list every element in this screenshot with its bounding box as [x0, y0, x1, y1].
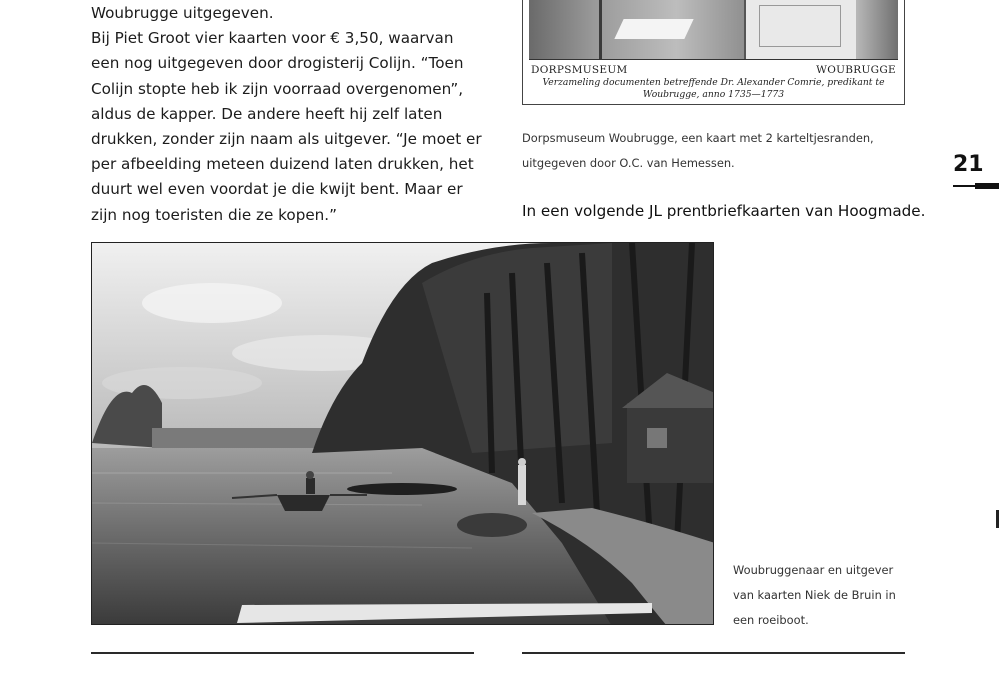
postcard-description-1: Verzameling documenten betreffende Dr. Alexander Comrie, predikant te — [542, 77, 885, 88]
postcard-description-2: Woubrugge, anno 1735—1773 — [642, 89, 785, 100]
photo-caption-line: van kaarten Niek de Bruin in — [733, 588, 896, 602]
next-issue-note: In een volgende JL prentbriefkaarten van Hoogmade. — [522, 202, 926, 220]
footer-rule-left — [91, 652, 474, 654]
article-line: een nog uitgegeven door drogisterij Colijn. “Toen — [91, 54, 464, 73]
photo-caption-line: Woubruggenaar en uitgever — [733, 563, 894, 577]
photo-caption-line: een roeiboot. — [733, 613, 809, 627]
page-number-bar — [953, 183, 999, 191]
article-line: zijn nog toeristen die ze kopen.” — [91, 205, 337, 224]
postcard-right-label: WOUBRUGGE — [816, 64, 896, 76]
museum-interior-photo — [529, 0, 898, 60]
museum-caption — [522, 126, 902, 176]
museum-postcard-image — [522, 0, 905, 105]
postcard-left-label: DORPSMUSEUM — [531, 64, 628, 76]
article-line: Colijn stopte heb ik zijn voorraad overgenomen”, — [91, 79, 464, 98]
footer-rule-right — [522, 652, 905, 654]
postcard-caption — [531, 64, 896, 101]
page-number: 21 — [953, 152, 984, 177]
photo-caption — [733, 558, 933, 633]
article-line: per afbeelding meteen duizend laten drukken, het — [91, 155, 474, 174]
article-line: Bij Piet Groot vier kaarten voor € 3,50, waarvan — [91, 29, 454, 48]
canal-rowboat-photo — [91, 242, 714, 625]
museum-caption-line: Dorpsmuseum Woubrugge, een kaart met 2 karteltjesranden, — [522, 131, 874, 145]
article-line: drukken, zonder zijn naam als uitgever. “Je moet er — [91, 130, 482, 149]
article-line: aldus de kapper. De andere heeft hij zelf laten — [91, 104, 443, 123]
museum-caption-line: uitgegeven door O.C. van Hemessen. — [522, 156, 735, 170]
canal-scene-illustration — [92, 243, 714, 625]
article-line: duurt wel even voordat je die kwijt bent. Maar er — [91, 180, 463, 199]
article-text — [91, 1, 491, 228]
article-line: Woubrugge uitgegeven. — [91, 4, 274, 22]
